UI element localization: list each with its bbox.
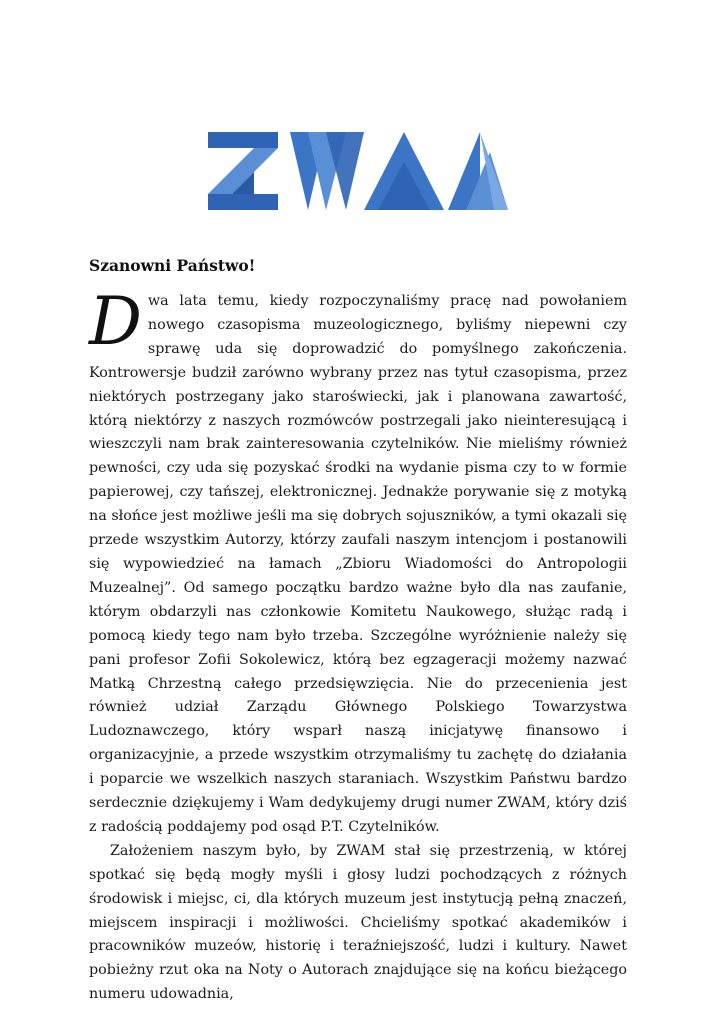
paragraph-1-text: wa lata temu, kiedy rozpoczynaliśmy pracę nad powołaniem nowego czasopisma muzeologicznego, byliśmy niepewni czy sprawę uda się doprowadzić do pomyślnego zakończenia. Kontrowersje budził zarówno wybrany przez nas tytuł czasopisma, przez niektórych postrzegany jako staroświecki, jak i planowana zawartość, którą niektórzy z naszych rozmówców postrzegali jako nieinteresującą i wieszczyli nam brak zainteresowania czytelników. Nie mieliśmy również pewności, czy uda się pozyskać środki na wydanie pisma czy to w formie papierowej, czy tańszej, elektronicznej. Jednakże porywanie się z motyką na słońce jest możliwe jeśli ma się dobrych sojuszników, a tymi okazali się przede wszystkim Autorzy, którzy zaufali naszym intencjom i postanowili się wypowiedzieć na łamach „Zbioru Wiadomości do Antropologii Muzealnej”. Od samego początku bardzo ważne było dla nas zaufanie, którym obdarzyli nas członkowie Komitetu Naukowego, służąc radą i pomocą kiedy tego nam było trzeba. Szczególne wyróżnienie należy się pani profesor Zofii Sokolewicz, którą bez egzageracji możemy nazwać Matką Chrzestną całego przedsięwzięcia. Nie do przecenienia jest również udział Zarządu Głównego Polskiego Towarzystwa Ludoznawczego, który wsparł naszą inicjatywę finansowo i organizacyjnie, a przede wszystkim otrzymaliśmy tu zachętę do działania i poparcie we wszelkich naszych staraniach. Wszystkim Państwu bardzo serdecznie dziękujemy i Wam dedykujemy drugi numer ZWAM, który dziś z radością poddajemy pod osąd P.T. Czytelników. (89, 293, 627, 835)
drop-cap: D (89, 283, 142, 360)
zwam-logo (208, 132, 508, 212)
logo-letter-z (208, 132, 278, 210)
logo-letter-a (364, 132, 444, 210)
logo-letter-m (448, 132, 508, 210)
paragraph-2: Założeniem naszym było, by ZWAM stał się przestrzenią, w której spotkać się będą mogły myśli i głosy ludzi pochodzących z różnych środowisk i miejsc, ci, dla których muzeum jest instytucją pełną znaczeń, miejscem inspiracji i możliwości. Chcieliśmy spotkać akademików i pracowników muzeów, historię i teraźniejszość, ludzi i kultury. Nawet pobieżny rzut oka na Noty o Autorach znajdujące się na końcu bieżącego numeru udowadnia, (89, 842, 627, 1003)
paragraph-1 (89, 283, 627, 840)
greeting-heading: Szanowni Państwo! (89, 256, 256, 275)
logo-letter-w (290, 132, 364, 210)
letter-body (89, 283, 627, 1007)
